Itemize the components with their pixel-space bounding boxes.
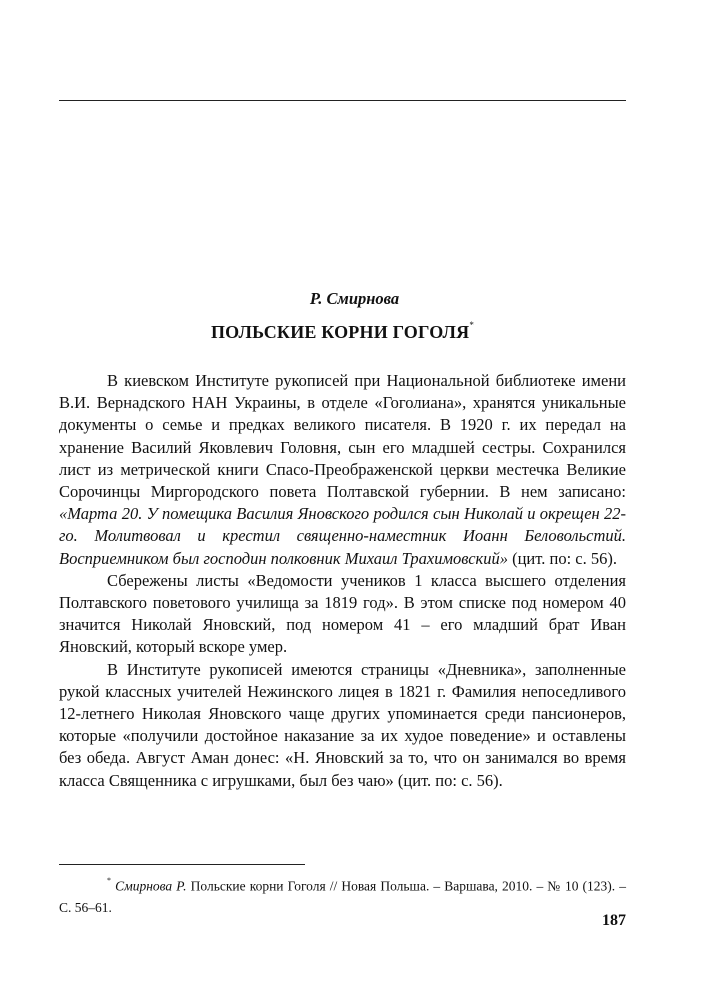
footnote <box>59 872 626 918</box>
footnote-marker: * <box>107 876 111 885</box>
footnote-author: Смирнова Р. <box>115 878 187 894</box>
paragraph-2: Сбережены листы «Ведомости учеников 1 класса высшего отделения Полтавского поветового училища за 1819 год». В этом списке под номером 40 значится Николай Яновский, под номером 41 – его младший брат Иван Яновский, который вскоре умер. <box>59 570 626 657</box>
article-body <box>59 370 626 792</box>
title-footnote-marker: * <box>469 320 475 330</box>
article-title-text: ПОЛЬСКИЕ КОРНИ ГОГОЛЯ <box>210 322 470 342</box>
page-number: 187 <box>602 912 626 929</box>
paragraph-1-text-b: (цит. по: с. 56). <box>507 548 617 568</box>
paragraph-1-quote: «Марта 20. У помещика Василия Яновского родился сын Николай и окрещен 22-го. Молитвовал и крестил священно-наместник Иоанн Беловольстий. Восприемником был господин полковник Михаил Трахимовский» <box>59 504 626 568</box>
article-author: Р. Смирнова <box>309 289 400 308</box>
footnote-rule <box>59 864 305 865</box>
paragraph-3: В Институте рукописей имеются страницы «Дневника», заполненные рукой классных учителей Нежинского лицея в 1821 г. Фамилия непоседливого 12-летнего Николая Яновского чаще других упоминается среди пансионеров, которые «получили достойное наказание за их худое поведение» и оставлены без обеда. Август Аман донес: «Н. Яновский за то, что он занимался во время класса Священника с игрушками, был без чаю» (цит. по: с. 56). <box>59 659 626 790</box>
paragraph-1-text-a: В киевском Институте рукописей при Национальной библиотеке имени В.И. Вернадского НАН Украины, в отделе «Гоголиана», хранятся уникальные документы о семье и предках великого писателя. В 1920 г. их передал на хранение Василий Яковлевич Головня, сын его младшей сестры. Сохранился лист из метрической книги Спасо-Преображенской церкви местечка Великие Сорочинцы Миргородского повета Полтавской губернии. В нем записано: <box>59 371 626 502</box>
header-rule <box>59 100 626 101</box>
paragraph-1 <box>59 370 626 570</box>
article-title <box>59 322 626 343</box>
footnote-text: Польские корни Гоголя // Новая Польша. – Варшава, 2010. – № 10 (123). – С. 56–61. <box>59 878 627 915</box>
